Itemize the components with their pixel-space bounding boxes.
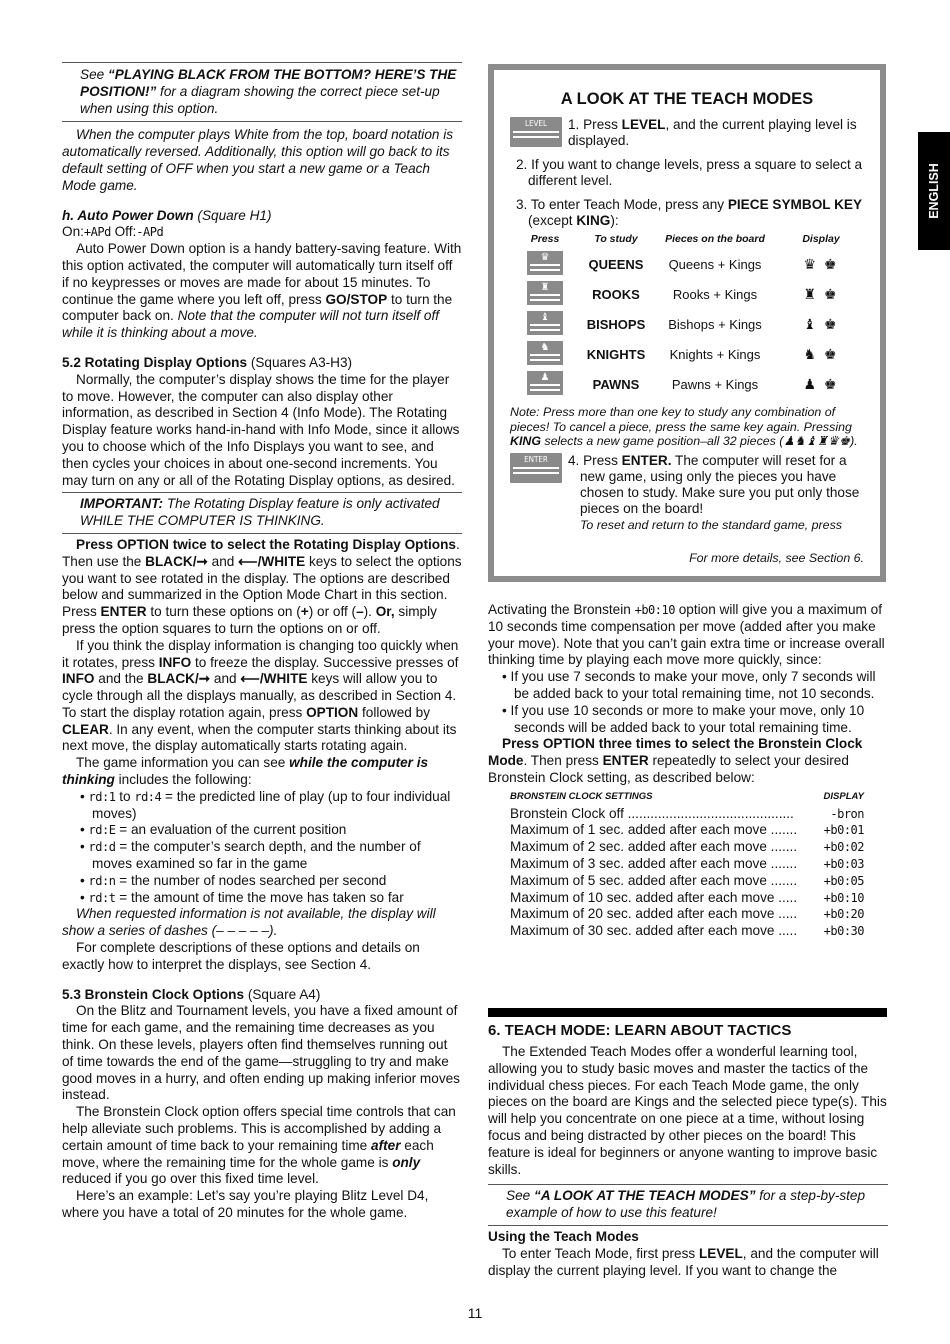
using-teach-paragraph: To enter Teach Mode, first press LEVEL, and the computer will display the current playing level. If you want to change the bbox=[488, 1245, 879, 1278]
teach-pieces-table: Press To study Pieces on the board Display ♛ QUEENS Queens + Kings ♛ ♚ ♜ ROOKS Rooks + Kings ♜ ♚ ♝ BISHOPS Bishops + Kings ♝ ♚ ♞ KNIGHTS Knights + Kings ♞ ♚ ♟ PAWNS Pawns + Kings ♟ ♚ bbox=[510, 233, 864, 399]
bullet-item: • rd:1 to rd:4 = the predicted line of play (up to four individual moves) bbox=[80, 788, 451, 821]
bishop-key-icon: ♝ bbox=[527, 311, 563, 335]
bullet-item: • If you use 7 seconds to make your move, only 7 seconds will be added back to your total remaining time, not 10 seconds. bbox=[502, 669, 876, 701]
bullet-item: • rd:d = the computer’s search depth, and the number of moves examined so far in the game bbox=[80, 839, 421, 872]
complete-desc-paragraph: For complete descriptions of these options and details on exactly how to interpret the displays, see Section 4. bbox=[62, 940, 420, 972]
dashes-note: When requested information is not available, the display will show a series of dashes (– – – – –). bbox=[62, 906, 436, 939]
using-teach-heading: Using the Teach Modes bbox=[488, 1228, 639, 1244]
queen-key-icon: ♛ bbox=[527, 251, 563, 275]
section-6-paragraph: The Extended Teach Modes offer a wonderful learning tool, allowing you to study basic moves and master the tactics of the individual chess pieces. For each Teach Mode game, the only pieces on the board are Kings and the selected piece type(s). This will help you concentrate on one piece at a time, without losing focus and being distracted by other pieces on the board! This feature is ideal for beginners or anyone wanting to improve basic skills. bbox=[488, 1044, 887, 1177]
left-column bbox=[62, 62, 462, 1222]
table-row: ♜ ROOKS Rooks + Kings ♜ ♚ bbox=[510, 279, 864, 309]
auto-power-heading: h. Auto Power Down (Square H1) bbox=[62, 207, 272, 223]
step-4: ENTER 4. Press ENTER. The computer will reset for a new game, using only the pieces you have chosen to study. Make sure you put only those pieces on the board! To reset and return to the standard game, press bbox=[510, 453, 864, 533]
step-1: LEVEL 1. Press LEVEL, and the current playing level is displayed. bbox=[510, 117, 864, 149]
section-6-bar bbox=[488, 1008, 887, 1017]
right-column bbox=[488, 602, 888, 940]
page-number: 11 bbox=[467, 1305, 483, 1321]
important-note: IMPORTANT: The Rotating Display feature is only activated WHILE THE COMPUTER IS THINKING. bbox=[62, 492, 462, 534]
step-3: 3. To enter Teach Mode, press any PIECE SYMBOL KEY (except KING): bbox=[516, 197, 863, 228]
press-option-three-paragraph: Press OPTION three times to select the Bronstein Clock Mode. Then press ENTER repeatedly to select your desired Bronstein Clock setting, as described below: bbox=[488, 736, 863, 785]
bronstein-settings-table: BRONSTEIN CLOCK SETTINGS DISPLAY Bronstein Clock off ............................................ -bron Maximum of 1 sec. added after each move ....... +b0:01 Maximum of 2 sec. added after each move ....... +b0:02 Maximum of 3 sec. added after each move ....... +b0:03 Maximum of 5 sec. added after each move ....... +b0:05 Maximum of 10 sec. added after each move ..... +b0:10 Maximum of 20 sec. added after each move ..... +b0:20 Maximum of 30 sec. added after each move ..... +b0:30 bbox=[510, 790, 864, 939]
section-6 bbox=[488, 1022, 888, 1279]
bronstein-activating-paragraph: Activating the Bronstein +b0:10 option will give you a maximum of 10 seconds time compensation per move (added after you make your move). Note that you can’t gain extra time or increase overall thinking time by playing each move more quickly, since: bbox=[488, 602, 885, 668]
table-row: Maximum of 3 sec. added after each move ....... +b0:03 bbox=[510, 855, 864, 871]
bullet-item: • rd:t = the amount of time the move has taken so far bbox=[80, 889, 404, 905]
table-row: ♞ KNIGHTS Knights + Kings ♞ ♚ bbox=[510, 339, 864, 369]
see-teach-modes-note: See “A LOOK AT THE TEACH MODES” for a step-by-step example of how to use this feature! bbox=[488, 1184, 888, 1226]
auto-power-onoff: On:+APd Off:-APd bbox=[62, 224, 164, 240]
section-5-3-paragraph-3: Here’s an example: Let’s say you’re playing Blitz Level D4, where you have a total of 20 minutes for the whole game. bbox=[62, 1188, 429, 1220]
level-key-icon: LEVEL bbox=[510, 117, 562, 147]
knight-key-icon: ♞ bbox=[527, 341, 563, 365]
table-row: Maximum of 2 sec. added after each move ....... +b0:02 bbox=[510, 839, 864, 855]
section-5-3-heading: 5.3 Bronstein Clock Options (Square A4) bbox=[62, 986, 321, 1002]
auto-power-paragraph: Auto Power Down option is a handy battery-saving feature. With this option activated, the computer will automatically turn itself off if no keypresses or moves are made for about 15 minutes. To continue the game where you left off, press GO/STOP to turn the computer back on. Note that the computer will not turn itself off while it is thinking about a move. bbox=[62, 241, 462, 341]
table-row: Maximum of 1 sec. added after each move ....... +b0:01 bbox=[510, 822, 864, 838]
info-paragraph: If you think the display information is changing too quickly when it rotates, press INFO to freeze the display. Successive presses of INFO and the BLACK/➞ and ⟵/WHITE keys will allow you to cycle through all the displays manually, as described in Section 4. To start the display rotation again, press OPTION followed by CLEAR. In any event, when the computer starts thinking about its next move, the display automatically starts rotating again. bbox=[62, 637, 459, 754]
step-2: 2. If you want to change levels, press a square to select a different level. bbox=[516, 157, 863, 188]
section-5-2-heading: 5.2 Rotating Display Options (Squares A3-H3) bbox=[62, 354, 353, 370]
bullet-item: • rd:n = the number of nodes searched per second bbox=[80, 872, 387, 888]
teach-note: Note: Press more than one key to study any combination of pieces! To cancel a piece, press the same key again. Pressing KING selects a new game position–all 32 pieces (♟♞♝♜♛♚). bbox=[510, 405, 858, 449]
enter-key-icon: ENTER bbox=[510, 453, 562, 483]
teach-details: For more details, see Section 6. bbox=[689, 550, 864, 565]
white-top-paragraph: When the computer plays White from the top, board notation is automatically reversed. Additionally, this option will go back to its default setting of OFF when you start a new game or a Teach Mode game. bbox=[62, 127, 454, 193]
section-5-3-paragraph-1: On the Blitz and Tournament levels, you have a fixed amount of time for each game, and the remaining time decreases as you think. On these levels, players often find themselves running out of time towards the end of the game—struggling to try and make good moves in a hurry, and often ending up making inferior moves instead. bbox=[62, 1003, 460, 1103]
table-row: ♛ QUEENS Queens + Kings ♛ ♚ bbox=[510, 249, 864, 279]
section-6-heading: 6. TEACH MODE: LEARN ABOUT TACTICS bbox=[488, 1022, 792, 1039]
table-row: ♟ PAWNS Pawns + Kings ♟ ♚ bbox=[510, 369, 864, 399]
table-row: Bronstein Clock off ............................................ -bron bbox=[510, 805, 864, 821]
table-row: Maximum of 20 sec. added after each move ..... +b0:20 bbox=[510, 906, 864, 922]
bullet-item: • If you use 10 seconds or more to make your move, only 10 seconds will be added back to your total remaining time. bbox=[502, 702, 865, 735]
section-5-3-paragraph-2: The Bronstein Clock option offers special time controls that can help alleviate such problems. This is accomplished by adding a certain amount of time back to your remaining time after each move, where the remaining time for the whole game is only reduced if you go over this fixed time level. bbox=[62, 1104, 456, 1187]
see-playing-black-note: See “PLAYING BLACK FROM THE BOTTOM? HERE’S THE POSITION!” for a diagram showing the correct piece set-up when using this option. bbox=[62, 62, 462, 122]
rook-key-icon: ♜ bbox=[527, 281, 563, 305]
section-5-2-paragraph: Normally, the computer’s display shows the time for the player to move. However, the computer can also display other information, as described in Section 4 (Info Mode). The Rotating Display feature works hand-in-hand with Info Mode, since it allows you to choose which of the Info Displays you want to see, and then cycles your choices in about one-second increments. You may turn on any or all of the Rotating Display options, as desired. bbox=[62, 371, 460, 488]
teach-modes-box bbox=[488, 64, 886, 582]
teach-box-title: A LOOK AT THE TEACH MODES bbox=[560, 90, 814, 108]
table-row: Maximum of 5 sec. added after each move ....... +b0:05 bbox=[510, 872, 864, 888]
bullet-item: • rd:E = an evaluation of the current position bbox=[80, 822, 347, 838]
table-row: Maximum of 10 sec. added after each move ..... +b0:10 bbox=[510, 889, 864, 905]
language-tab: ENGLISH bbox=[918, 132, 950, 250]
press-option-paragraph: Press OPTION twice to select the Rotating Display Options. Then use the BLACK/➞ and ⟵/WHITE keys to select the options you want to see rotated in the display. The options are described below and summarized in the Option Mode Chart in this section. Press ENTER to turn these options on (+) or off (–). Or, simply press the option squares to turn the options on or off. bbox=[62, 536, 462, 636]
table-row: Maximum of 30 sec. added after each move ..... +b0:30 bbox=[510, 923, 864, 939]
pawn-key-icon: ♟ bbox=[527, 371, 563, 395]
game-info-paragraph: The game information you can see while the computer is thinking includes the following: bbox=[62, 755, 429, 788]
table-row: ♝ BISHOPS Bishops + Kings ♝ ♚ bbox=[510, 309, 864, 339]
